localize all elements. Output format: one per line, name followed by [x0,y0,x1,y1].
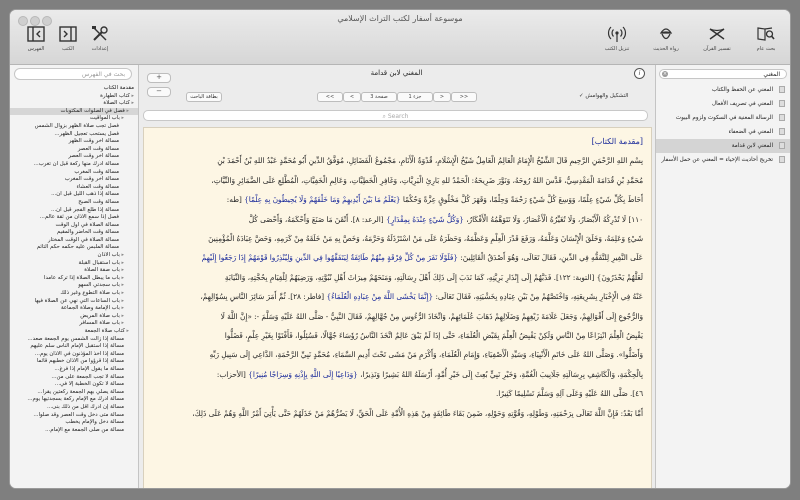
index-search-input[interactable]: بحث في الفهرس [14,68,132,80]
disclosure-arrow-icon[interactable]: ▸ [124,107,129,114]
toolbar-download-label: تنزيل الكتب [604,46,630,52]
book-text-body [153,132,643,423]
index-item[interactable] [10,237,138,245]
toolbar-global-search-button[interactable] [746,24,786,60]
index-item-label: كتاب الطهارة [100,92,130,99]
window-title: موسوعة أسفار لكتب التراث الإسلامي [337,14,463,23]
toolbar-tafsir-label: تفسير القرآن [703,46,731,52]
section-heading: [مقدمة الكتاب] [591,137,643,146]
index-item-label: باب المواقيت [89,115,120,122]
text-line [153,345,643,364]
book-item-label: المغني في تصريف الأفعال [712,101,773,107]
index-item[interactable] [10,93,138,101]
toolbar-settings-button[interactable] [80,24,120,60]
index-item[interactable] [10,374,138,382]
index-item[interactable] [10,199,138,207]
index-item[interactable] [10,138,138,146]
text-segment: [الأحزاب: [216,369,249,379]
index-item-label: مسألة ما يقول الإمام إذا فرغ... [54,365,124,372]
checkmark-icon: ✓ [579,93,584,99]
book-item[interactable] [656,83,790,97]
text-line [153,248,643,267]
book-item[interactable] [656,125,790,139]
info-button[interactable]: i [634,68,645,79]
index-item[interactable] [10,214,138,222]
index-item[interactable] [10,313,138,321]
text-line [153,384,643,403]
index-item[interactable] [10,267,138,275]
disclosure-arrow-icon[interactable]: ▸ [124,328,129,334]
index-item-label: باب الإمامة وصلاة الجماعة [60,305,120,312]
disclosure-arrow-icon[interactable]: ▸ [119,267,124,274]
index-item-label: فصل في الصلوات المكتوبات [60,107,125,114]
disclosure-arrow-icon[interactable]: ▸ [119,320,124,327]
index-item-label: مسألة آخر وقت العصر [68,153,119,160]
index-tree [10,85,138,434]
index-item[interactable] [10,282,138,290]
book-item[interactable] [656,111,790,125]
books-search-value: المغني [763,71,780,78]
search-icon: ⌕ [382,113,386,120]
book-item[interactable] [656,153,790,167]
index-item[interactable] [10,396,138,404]
index-item-label: مسألة وقت العصر [77,145,119,152]
index-item-label: باب الأذان [97,252,120,259]
book-icon [779,128,785,135]
turban-icon [656,24,676,44]
index-item[interactable] [10,161,138,169]
next-page-button[interactable]: < [343,92,361,102]
text-segment: يَقْبِضُ الْعِلْمَ انْتِزَاعًا مِنْ النَّاسِ وَلَكِنْ يَقْبِضُ الْعِلْمَ بِقَبْضِ الْعُلَمَاءِ، حَتَّى إذَا لَمْ يَبْقَ عَالِمٌ اتَّخَذَ النَّاسُ رُؤَسَاءَ جُهَّالًا، فَسُئِلُوا، فَأَفْتَوْا بِغَيْرِ عِلْمٍ، فَضَلُّوا [224,331,643,341]
index-item-label: مسألة الصلاة في الوقت المختار [47,236,119,243]
text-line [153,171,643,190]
disclosure-arrow-icon[interactable]: ▸ [129,100,134,107]
index-item-label: مسألة إن أدرك أقل من ذلك بنى... [46,403,124,410]
book-item[interactable] [656,139,790,153]
index-item[interactable] [10,275,138,283]
book-item-label: المغني عن الحفظ والكتاب [711,87,773,93]
disclosure-arrow-icon[interactable]: ▸ [119,274,124,281]
text-segment: شَيْءٍ وَعَلِمَهُ، وَخَلَقَ الْإِنْسَانَ وَعَلَّمَهُ، وَرَفَعَ قَدْرَ الْعِلْمِ وَعَظَّمَهُ، وَحَظَرَهُ عَلَى مَنْ اسْتَرْذَلَهُ وَحَرَّمَهُ، وَخَصَّ بِهِ مَنْ خَلَقَهُ مِنْ كَرَمِهِ، وَحَضَّ عِبَادَهُ الْمُؤْمِنِينَ [208,234,643,244]
text-line [153,229,643,248]
book-icon [779,86,785,93]
index-item[interactable] [10,290,138,298]
index-item[interactable] [10,146,138,154]
first-page-button[interactable]: >> [451,92,477,102]
index-item[interactable] [10,343,138,351]
index-item[interactable] [10,381,138,389]
index-item-label: فصل تجب صلاة الظهر بزوال الشمس [34,122,119,129]
toolbar-settings-label: إعدادات [91,46,109,52]
index-item-label: مسألة وقت المغرب [74,168,119,175]
text-segment: بِالْحِكْمَةِ، وَالْكَاشِفِ بِرِسَالَتِهِ جَلَابِيبَ الْغُمَّةِ، وَخَيْرِ نَبِيٍّ بُعِثَ إِلَى خَيْرِ أُمَّةٍ، أَرْسَلَهُ اللهُ بَشِيرًا وَنَذِيرًا، [357,369,643,379]
index-item-label: مسألة يصلي بهم الجمعة ركعتين يقرأ... [37,388,124,395]
sidebar-left-icon [26,24,46,44]
index-item-label: مسألة الصلاة في أول الوقت [55,221,119,228]
index-item-label: كتاب صلاة الجمعة [84,328,125,334]
quran-verse: {فَلَوْلَا نَفَرَ مِنْ كُلِّ فِرْقَةٍ مِنْهُمْ طَائِفَةٌ لِيَتَفَقَّهُوا فِي الدِّينِ وَلِيُنْذِرُوا قَوْمَهُمْ إِذَا رَجَعُوا إِلَيْهِمْ [201,253,459,263]
index-item[interactable] [10,366,138,374]
index-item-label: مسألة لا تجب الجمعة على من... [51,373,124,380]
index-item[interactable] [10,351,138,359]
index-item-label: مسألة متى دخل وقت العصر وقد صلوا... [33,411,124,418]
index-item-label: مسألة إذا أخذ المؤذنون في الأذان يوم... [34,350,124,357]
books-sidebar [655,65,790,488]
index-item-label: باب صفة الصلاة [84,267,120,274]
text-line [153,287,643,306]
book-icon [779,142,785,149]
index-item[interactable] [10,298,138,306]
book-icon [779,156,785,163]
title-bar [10,10,790,65]
index-item-label: مسألة من صلى الجمعة مع الإمام... [45,426,124,433]
text-line [153,326,643,345]
document-title: المغني لابن قدامة [370,69,423,77]
index-item-label: كتاب الصلاة [103,100,130,107]
book-item-label: الرسالة المغنية في السكوت ولزوم البيوت [675,115,773,121]
index-item-label: مسألة أدرك مع الإمام ركعة بسجدتيها يوم... [27,396,124,403]
document-pane [139,65,654,488]
quran-verse: {وَكُلُّ شَيْءٍ عِنْدَهُ بِمِقْدَارٍ} [385,214,464,224]
index-item-label: مسألة الملبس عليه حكمه حكم التائم [36,244,119,251]
text-segment: أَمَّا بَعْدُ: فَإِنَّ اللَّهَ تَعَالَى بِرَحْمَتِهِ، وَطَوْلِهِ، وَقُوَّتِهِ وَحَوْلِهِ، ضَمِنَ بَقَاءَ طَائِفَةٍ مِنْ هَذِهِ الْأُمَّةِ عَلَى الْحَقِّ، لَا يَضُرُّهُمْ مَنْ خَذَلَهُمْ حَتَّى يَأْتِيَ أَمْرُ اللَّهِ وَهُمْ عَلَى ذَلِكَ، [192,408,643,418]
index-item-label: باب صلاة المسافر [79,320,120,327]
app-window [10,10,790,488]
page-field[interactable]: صفحة 3 [361,92,397,102]
text-segment: لَعَلَّهُمْ يَحْذَرُونَ} [التوبة: ١٢٢]. فَدَبَّهُمْ إِلَى إِنْذَارِ بَرِيَّتِهِ، كَمَا نَدَبَ إِلَى ذَلِكَ أَهْلَ رِسَالَتِهِ، وَمَنَحَهُمْ مِيرَاثَ أَهْلِ نُبُوَّتِهِ، وَرَضِيَهُمْ لِلْقِيَامِ بِحُجَّتِهِ، وَالنِّيَابَةِ [224,272,643,282]
index-item-label: فصل يستحب تعجيل الظهر... [54,130,119,137]
document-search-input[interactable] [143,110,648,121]
book-item-label: المغني لابن قدامة [731,143,773,149]
book-item[interactable] [656,97,790,111]
index-item-label: مسألة إذا قرؤوا من الأذان خطبهم قائما [36,358,124,365]
text-line [153,151,643,170]
text-line [153,268,643,287]
index-item[interactable] [10,404,138,412]
index-sidebar [10,65,139,488]
index-item-label: مسألة إذا زالت الشمس يوم الجمعة صعد... [27,335,124,342]
broadcast-icon [607,24,627,44]
index-item[interactable] [10,419,138,427]
index-item[interactable] [10,260,138,268]
index-item-label: باب صلاة المريض [80,312,120,319]
index-item-label: مسألة وقت الصبح [78,198,119,205]
index-item-label: باب سجدتي السهو [78,282,120,289]
text-segment: عَنْهُ فِي الْإِخْبَارِ بِشَرِيعَتِهِ، وَاخْتَصَّهُمْ مِنْ بَيْنِ عِبَادِهِ بِخَشْيَتِهِ، فَقَالَ تَعَالَى: [433,292,643,302]
index-item[interactable] [10,153,138,161]
disclosure-arrow-icon[interactable]: ▸ [119,297,124,304]
index-item[interactable] [10,328,138,336]
text-segment: ١١٠] لَا تُدْرِكُهُ الْأَبْصَارُ، وَلَا تُغَيِّرُهُ الْأَعْصَارُ، وَلَا تَتَوَهَّمُهُ الْأَفْكَارُ، [463,214,643,224]
text-line [153,190,643,209]
toolbar-download-button[interactable] [597,24,637,60]
zoom-out-button[interactable]: − [147,87,171,97]
quran-verse: {وَدَاعِيًا إِلَى اللَّهِ بِإِذْنِهِ وَسِرَاجًا مُنِيرًا} [248,369,358,379]
text-line [153,404,643,423]
disclosure-arrow-icon[interactable]: ▸ [119,305,124,312]
index-item-label: باب الساعات التي نهي عن الصلاة فيها [34,297,120,304]
index-item-label: مسألة إذا ذهب الليل قبل أن... [51,191,119,198]
diacritics-label: التشكيل والهوامش [585,93,629,99]
index-item[interactable] [10,85,138,93]
index-item[interactable] [10,244,138,252]
book-icon [779,114,785,121]
tools-icon [90,24,110,44]
toolbar-global-search-label: بحث عام [756,46,776,52]
prev-page-button[interactable]: > [433,92,451,102]
disclosure-arrow-icon[interactable]: ▸ [119,312,124,319]
text-line [153,210,643,229]
disclosure-arrow-icon[interactable]: ▸ [119,259,124,266]
text-line [153,365,643,384]
text-segment: أَحَاطَ بِكُلِّ شَيْءٍ عِلْمًا، وَوَسِعَ كُلَّ شَيْءٍ رَحْمَةً وَحِلْمًا، وَقَهَرَ كُلَّ مَخْلُوقٍ عِزَّةً وَحُكْمًا [400,195,643,205]
toolbar-tafsir-button[interactable] [697,24,737,60]
quran-verse: {إِنَّمَا يَخْشَى اللَّهَ مِنْ عِبَادِهِ الْعُلَمَاءُ} [326,292,434,302]
index-item[interactable] [10,389,138,397]
disclosure-arrow-icon[interactable]: ▸ [119,252,124,259]
toolbar-narrators-label: رواة الحديث [653,46,679,52]
toolbar-index-label: الفهرس [27,46,45,52]
index-item-label: مسألة إذا طلع الفجر قبل أن... [51,206,119,213]
text-line [153,307,643,326]
book-text [143,127,652,488]
quran-verse: {يَعْلَمُ مَا بَيْنَ أَيْدِيهِمْ وَمَا خَلْفَهُمْ وَلَا يُحِيطُونَ بِهِ عِلْمًا} [244,195,401,205]
index-item[interactable] [10,412,138,420]
text-segment: عَلَى النَّفِيرِ لِلتَّفَقُّهِ فِي الدِّينِ، فَقَالَ تَعَالَى، وَهُوَ أَصْدَقُ الْقَائِلِينَ: [458,253,643,263]
index-item-label: مسألة لا تكون الخطبة إلا في... [54,381,124,388]
index-item-label: مسألة إذا استقبل الإمام الناس سلم عليهم [30,343,124,350]
disclosure-arrow-icon[interactable]: ▸ [119,282,124,289]
index-item-label: مسألة آخر وقت المغرب [64,176,119,183]
text-segment: بِسْمِ اللهِ الرَّحْمَنِ الرَّحِيمِ قَالَ الشَّيْخُ الْإِمَامُ الْعَالِمُ الْعَامِلُ شَيْخُ الْإِسْلَامِ، قُدْوَةُ الْأَنَامِ، مَجْمُوعُ الْفَضَائِلِ، مُوَفَّقُ الدِّينِ أَبُو مُحَمَّدٍ عَبْدُ اللهِ بْنُ أَحْمَدَ بْنِ [217,156,643,166]
index-item-label: باب استقبال القبلة [78,259,120,266]
index-item-label: باب ما يبطل الصلاة إذا تركه عامدا [43,274,120,281]
text-segment: [طه: [226,195,245,205]
last-page-button[interactable]: << [317,92,343,102]
book-search-icon [756,24,776,44]
text-segment: مُحَمَّدِ بْنِ قُدَامَةَ الْمَقْدِسِيُّ، قَدَّسَ اللهُ رُوحَهُ، وَنَوَّرَ ضَرِيحَهُ: الْحَمْدُ للهِ بَارِئِ الْبَرِيَّاتِ، وَغَافِرِ الْخَطِيَّاتِ، وَعَالِمِ الْخَفِيَّاتِ، الْمُطَّلِعِ عَلَى الضَّمَائِرِ وَالنِّيَّاتِ، [211,175,643,185]
index-item[interactable] [10,123,138,131]
index-item[interactable] [10,358,138,366]
index-item-label: باب صلاة التطوع وغير ذلك [60,290,120,297]
index-item-label: مسألة ادرك منها ركعة قبل أن تغرب... [33,160,119,167]
index-item[interactable] [10,252,138,260]
disclosure-arrow-icon[interactable]: ▸ [119,115,124,122]
quran-stand-icon [707,24,727,44]
index-item[interactable] [10,320,138,328]
index-item[interactable] [10,336,138,344]
document-search-placeholder: Search [387,113,409,120]
sidebar-right-icon [58,24,78,44]
text-segment: ٤٦]. صَلَّى اللهُ عَلَيْهِ وَعَلَى آلِهِ وَسَلَّمَ تَسْلِيمًا كَثِيرًا. [495,389,643,399]
index-item[interactable] [10,100,138,108]
disclosure-arrow-icon[interactable]: ▸ [119,290,124,297]
book-icon [779,100,785,107]
books-search-input[interactable] [659,69,787,79]
text-segment: [فاطر: ٢٨]. ثُمَّ أَمَرَ سَائِرَ النَّاسِ بِسُؤَالِهِمْ، [200,292,327,302]
volume-field[interactable]: جزء 1 [397,92,433,102]
books-list [656,83,790,167]
index-item-label: مسألة دخل والإمام يخطب [65,419,124,426]
index-item-label: مقدمة الكتاب [103,85,134,91]
index-item[interactable] [10,176,138,184]
index-item[interactable] [10,222,138,230]
index-item[interactable] [10,169,138,177]
text-segment: [الرعد: ٨]. أَتْقَنَ مَا صَنَعَ وَأَحْكَمَهُ، وَأَحْصَى كُلَّ [248,214,386,224]
index-item-label: فصل إذا سمع الأذان من ثقة عالم... [39,214,119,221]
book-item-label: المغني في الضعفاء [728,129,773,135]
index-item[interactable] [10,115,138,123]
index-item-label: مسألة آخر وقت الظهر [68,138,119,145]
disclosure-arrow-icon[interactable]: ▸ [129,92,134,99]
index-item[interactable] [10,131,138,139]
clear-search-icon[interactable]: × [662,71,668,77]
text-segment: وَالرُّجُوعِ إِلَى أَقْوَالِهِمْ، وَجَعَلَ عَلَامَةَ زَيْغِهِمْ وَضَلَالِهِمْ ذَهَابَ عُلَمَائِهِمْ، وَاتِّخَاذَ الرُّءُوسِ مِنْ جُهَّالِهِمْ، فَقَالَ النَّبِيُّ - صَلَّى اللهُ عَلَيْهِ وَسَلَّمَ -: «إِنَّ اللَّهَ لَا [220,311,643,321]
index-item[interactable] [10,305,138,313]
index-item[interactable] [10,191,138,199]
researcher-card-button[interactable]: بطاقة الباحث [186,92,222,102]
index-item[interactable] [10,207,138,215]
index-item[interactable] [10,427,138,435]
index-item-label: مسألة وقت الحاضر والمقيم [56,229,119,236]
index-item-label: مسألة وقت العشاء [76,183,119,190]
book-item-label: تخريج أحاديث الإحياء = المغني عن حمل الأسفار [661,157,773,163]
index-item[interactable] [10,108,138,116]
zoom-in-button[interactable]: + [147,73,171,83]
index-item[interactable] [10,229,138,237]
toolbar-books-label: الكتب [61,46,75,52]
index-item[interactable] [10,184,138,192]
toolbar-narrators-button[interactable] [646,24,686,60]
text-segment: وَأَضَلُّوا». وَصَلَّى اللهُ عَلَى خَاتَمِ الْأَنْبِيَاءِ، وَسَيِّدِ الْأَصْفِيَاءِ، وَإِمَامِ الْعُلَمَاءِ، وَأَكْرَمِ مَنْ مَشَى تَحْتَ أَدِيمِ السَّمَاءِ، مُحَمَّدٍ نَبِيِّ الرَّحْمَةِ، الدَّاعِي إِلَى سَبِيلِ رَبِّهِ [209,350,643,360]
diacritics-checkbox[interactable] [579,93,628,99]
